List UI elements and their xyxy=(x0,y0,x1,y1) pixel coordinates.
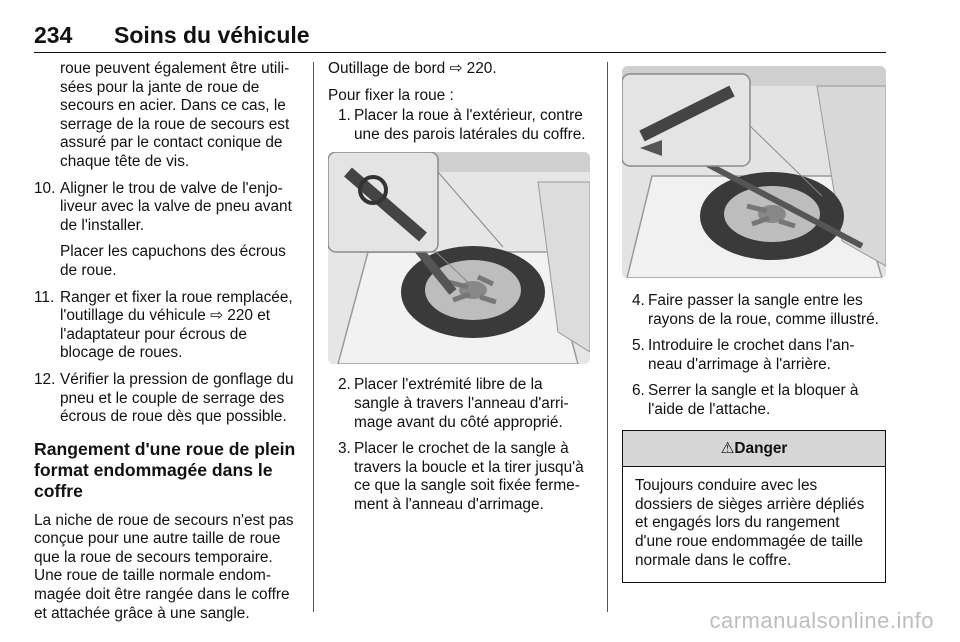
page-number: 234 xyxy=(34,22,73,48)
step9-continuation: roue peuvent également être utili-sées pour la jante de roue de secours en acier. Dans ce cas, le serrage de la roue de secours est assuré par le contact conique de chaque tête de vis. xyxy=(60,60,290,170)
danger-box xyxy=(622,430,886,584)
list-item: 5. Introduire le crochet dans l'an-neau d'arrimage à l'arrière. xyxy=(632,337,855,373)
section-heading: Rangement d'une roue de plein format endommagée dans le coffre xyxy=(34,438,296,501)
list-item: 2. Placer l'extrémité libre de la sangle à travers l'anneau d'arri-mage avant du côté approprié. xyxy=(338,376,569,431)
page-header xyxy=(34,6,886,53)
list-item: 12. Vérifier la pression de gonflage du pneu et le couple de serrage des écrous de roue dès que possible. xyxy=(34,370,294,426)
watermark: carmanualsonline.info xyxy=(709,608,934,633)
trunk-illustration-1 xyxy=(328,152,590,364)
list-item: 1. Placer la roue à l'extérieur, contre une des parois latérales du coffre. xyxy=(338,107,586,143)
list-item: 4. Faire passer la sangle entre les rayons de la roue, comme illustré. xyxy=(632,292,879,328)
column-middle xyxy=(328,60,590,523)
warning-icon: ⚠ xyxy=(720,439,735,457)
spare-wheel-hook-illustration xyxy=(622,66,886,278)
danger-text: Toujours conduire avec les dossiers de sièges arrière dépliés et engagés lors du rangement d'une roue endommagée de taille normale dans le coffre. xyxy=(635,477,865,569)
list-item: 6. Serrer la sangle et la bloquer à l'aide de l'attache. xyxy=(632,382,859,418)
column-divider xyxy=(313,62,314,612)
column-left xyxy=(34,60,300,623)
list-item: 11. Ranger et fixer la roue remplacée, l'outillage du véhicule ⇨ 220 et l'adaptateur pour écrous de blocage de roues. xyxy=(34,288,293,362)
list-item: 3. Placer le crochet de la sangle à travers la boucle et la tirer jusqu'à ce que la sangle soit fixée ferme-ment à l'anneau d'arrimage. xyxy=(338,440,584,513)
tools-reference: Outillage de bord ⇨ 220. xyxy=(328,60,497,77)
spare-wheel-strap-illustration xyxy=(328,152,590,364)
procedure-intro: Pour fixer la roue : xyxy=(328,86,454,104)
danger-title: Danger xyxy=(734,439,788,457)
column-divider xyxy=(607,62,608,612)
trunk-illustration-2 xyxy=(622,66,886,278)
step10-extra: Placer les capuchons des écrous de roue. xyxy=(60,243,286,279)
page-title: Soins du véhicule xyxy=(114,22,310,48)
column-right xyxy=(622,60,886,583)
list-item: 10. Aligner le trou de valve de l'enjo-liveur avec la valve de pneu avant de l'installer. xyxy=(34,179,292,234)
danger-header xyxy=(623,431,885,468)
section-paragraph: La niche de roue de secours n'est pas conçue pour une autre taille de roue que la roue de secours temporaire. Une roue de taille normale endom-magée doit être rangée dans le coffre et attachée grâce à une sangle. xyxy=(34,511,294,622)
